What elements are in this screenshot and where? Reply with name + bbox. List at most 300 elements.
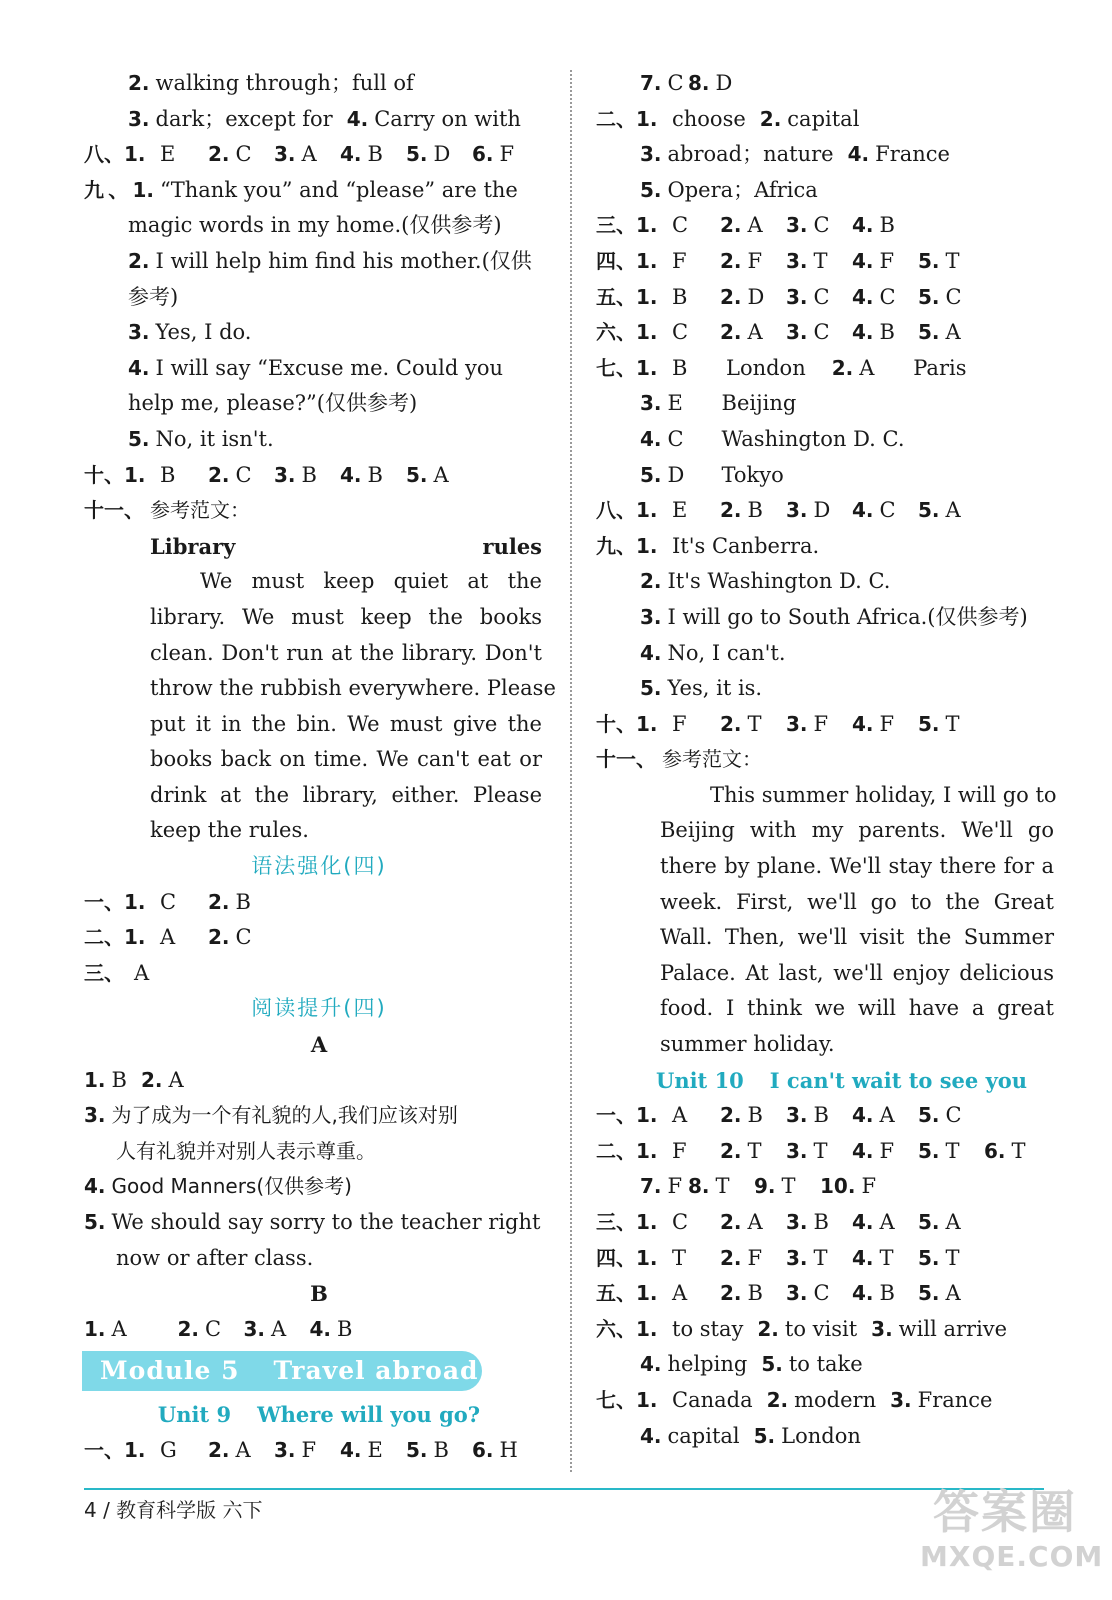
- item-number: 3.: [128, 106, 150, 131]
- answer-text: It's Washington D. C.: [667, 569, 891, 594]
- item-answer: C: [813, 1281, 830, 1306]
- item-number: 2.: [759, 106, 782, 131]
- unit-9-heading: [84, 1397, 554, 1433]
- item-answer: C: [205, 1316, 222, 1341]
- item-answer: C: [945, 284, 962, 309]
- essay-line: library. We must keep the books: [150, 604, 542, 629]
- item-answer: T: [879, 1245, 894, 1270]
- item-answer: F: [747, 1245, 763, 1270]
- answer-text: No, it isn't.: [155, 426, 274, 451]
- module-label: Module 5: [100, 1356, 240, 1386]
- answer-item: [688, 1169, 754, 1205]
- answer-item: [754, 1169, 820, 1205]
- item-answer: F: [879, 711, 895, 736]
- answer-item: [340, 458, 406, 494]
- item-number: 5.: [84, 1210, 106, 1234]
- item-answer: A: [134, 960, 150, 985]
- answer-text: to stay: [672, 1316, 744, 1341]
- item-answer: A: [747, 320, 763, 345]
- item-number: 3.: [786, 1138, 808, 1163]
- section-heading-grammar: 语法强化(四): [251, 854, 387, 879]
- item-number: 2.: [720, 498, 742, 523]
- item-number: 5.: [640, 676, 662, 701]
- answer-item: [852, 1098, 918, 1134]
- item-number: 2.: [720, 1210, 742, 1234]
- item-number: 3.: [274, 462, 296, 487]
- item-answer: F: [301, 1437, 317, 1462]
- section-label: 六、1.: [596, 1316, 658, 1341]
- answer-item: [918, 315, 984, 351]
- answer-line: [596, 1241, 1066, 1277]
- answer-item: [786, 315, 852, 351]
- item-number: 3.: [786, 1210, 808, 1234]
- section-label: 二、1.: [596, 106, 658, 131]
- answer-line: [596, 244, 1066, 280]
- item-number: 5.: [753, 1423, 776, 1448]
- item-number: 4.: [128, 355, 150, 380]
- item-number: 3.: [274, 1437, 296, 1462]
- unit-label: Unit 9: [157, 1402, 232, 1428]
- item-answer: C: [235, 142, 252, 167]
- section-label: 九、1.: [596, 533, 658, 558]
- answer-text: C: [667, 426, 684, 451]
- section-label: 二、1.: [84, 925, 146, 950]
- watermark: [920, 1484, 1104, 1588]
- answer-line: [596, 707, 1066, 743]
- answer-text: I will go to South Africa.(仅供参考): [667, 604, 1028, 629]
- item-answer: F: [879, 248, 895, 273]
- answer-text: help me, please?”(仅供参考): [128, 391, 418, 416]
- answer-line: [640, 671, 1066, 707]
- unit-10-heading: [656, 1063, 1066, 1099]
- section-label: 七、1.: [596, 355, 658, 380]
- item-answer: C: [667, 71, 684, 95]
- item-number: 2.: [720, 1245, 742, 1270]
- answer-line: [128, 102, 554, 138]
- essay-line: books back on time. We can't eat or: [150, 747, 542, 772]
- watermark-domain: MXQE.COM: [920, 1540, 1104, 1573]
- answer-line: [596, 1312, 1066, 1348]
- item-number: 2.: [720, 1281, 742, 1306]
- item-answer: T: [781, 1174, 796, 1199]
- left-column: [84, 66, 554, 1469]
- item-number: 2.: [720, 711, 742, 736]
- item-answer: B: [879, 320, 895, 345]
- item-answer: C: [235, 462, 252, 487]
- answer-text: magic words in my home.(仅供参考): [128, 213, 502, 238]
- item-answer: B: [747, 1103, 763, 1128]
- item-answer: F: [672, 1138, 687, 1163]
- essay-line: Palace. At last, we'll enjoy delicious: [660, 960, 1054, 985]
- answer-line: [596, 1098, 1066, 1134]
- answer-line: [640, 1347, 1066, 1383]
- watermark-logo-text: 答案圈: [933, 1485, 1077, 1539]
- answer-item: [672, 1098, 720, 1134]
- answer-item: [852, 280, 918, 316]
- answer-item: [786, 280, 852, 316]
- answer-line: [596, 102, 1066, 138]
- item-answer: E: [672, 498, 688, 523]
- section-label: 五、1.: [596, 284, 658, 309]
- item-number: 6.: [472, 142, 494, 167]
- item-answer: B: [301, 462, 317, 487]
- answer-item: [918, 493, 984, 529]
- section-label: 十一、: [84, 498, 144, 523]
- essay-line: week. First, we'll go to the Great: [660, 889, 1054, 914]
- item-answer: F: [672, 711, 687, 736]
- answer-item: [786, 208, 852, 244]
- answer-item: [720, 1098, 786, 1134]
- answer-text: A: [168, 1067, 184, 1092]
- item-answer: A: [945, 1210, 961, 1234]
- answer-item: [672, 1134, 720, 1170]
- answer-line: [84, 956, 554, 992]
- answer-item: [208, 885, 274, 921]
- answer-line: [128, 280, 554, 316]
- item-number: 3.: [786, 320, 808, 345]
- answer-line: [640, 564, 1066, 600]
- answer-item: [852, 1276, 918, 1312]
- item-number: 2.: [208, 462, 230, 487]
- answer-item: [852, 315, 918, 351]
- item-answer: B: [160, 462, 176, 487]
- answer-item: [720, 493, 786, 529]
- item-answer: A: [301, 142, 317, 167]
- item-answer: T: [672, 1245, 687, 1270]
- item-number: 4.: [640, 426, 662, 451]
- answer-text: will arrive: [898, 1316, 1008, 1341]
- column-divider: [570, 70, 572, 1472]
- answer-text: walking through；full of: [155, 71, 414, 95]
- section-label: 十、1.: [596, 711, 658, 736]
- answer-item: [786, 1276, 852, 1312]
- item-number: 7.: [640, 71, 662, 95]
- essay-line: Beijing with my parents. We'll go: [660, 818, 1054, 843]
- answer-item: [406, 1433, 472, 1469]
- item-number: 4.: [852, 1210, 874, 1234]
- answer-item: [720, 208, 786, 244]
- item-number: 2.: [720, 248, 742, 273]
- item-number: 4.: [309, 1316, 332, 1341]
- section-label: 四、1.: [596, 248, 658, 273]
- item-answer: T: [747, 711, 762, 736]
- answer-line: [596, 742, 1066, 778]
- section-label: 一、1.: [596, 1103, 658, 1128]
- item-answer: A: [879, 1210, 895, 1234]
- answer-line: [128, 315, 554, 351]
- item-number: 3.: [640, 142, 662, 167]
- item-answer: A: [235, 1437, 251, 1462]
- section-label: 三、: [84, 960, 124, 985]
- item-number: 3.: [786, 711, 808, 736]
- item-answer: A: [271, 1316, 287, 1341]
- part-label-a: A: [310, 1032, 328, 1058]
- answer-item: [852, 707, 918, 743]
- footer-rule: [84, 1488, 1044, 1490]
- answer-item: [720, 280, 786, 316]
- answer-item: [786, 493, 852, 529]
- answer-line: [640, 173, 1066, 209]
- item-answer: C: [879, 498, 896, 523]
- answer-text: abroad；nature: [667, 142, 834, 167]
- answer-item: [160, 1433, 208, 1469]
- item-number: 3.: [128, 320, 150, 345]
- answer-item: [672, 1241, 720, 1277]
- item-number: 2.: [757, 1316, 779, 1341]
- item-number: 2.: [720, 213, 742, 238]
- item-answer: C: [672, 1210, 689, 1234]
- answer-line: [596, 1276, 1066, 1312]
- item-number: 2.: [640, 569, 662, 594]
- part-label-b: B: [310, 1281, 328, 1307]
- essay-line: put it in the bin. We must give the: [150, 711, 542, 736]
- item-number: 4.: [340, 462, 362, 487]
- item-answer: C: [813, 320, 830, 345]
- item-number: 5.: [918, 1210, 940, 1234]
- answer-text: choose: [672, 106, 746, 131]
- answer-line: [596, 529, 1066, 565]
- reference-label: 参考范文：: [150, 498, 250, 523]
- essay-line: We must keep quiet at the: [200, 569, 542, 594]
- answer-item: [720, 244, 786, 280]
- item-answer: A: [672, 1103, 688, 1128]
- answer-text: Yes, I do.: [155, 320, 252, 345]
- answer-line: [84, 173, 554, 209]
- item-number: 5.: [918, 711, 940, 736]
- answer-item: [274, 458, 340, 494]
- item-answer: B: [879, 213, 895, 238]
- answer-item: [134, 956, 182, 992]
- answer-item: [672, 244, 720, 280]
- item-answer: F: [499, 142, 515, 167]
- answer-line: [116, 1241, 554, 1277]
- answer-item: [640, 1169, 688, 1205]
- answer-item: [820, 1169, 886, 1205]
- item-number: 2.: [831, 355, 854, 380]
- item-number: 3.: [640, 391, 662, 416]
- answer-text: London: [781, 1423, 861, 1448]
- item-answer: T: [813, 248, 828, 273]
- answer-item: [852, 493, 918, 529]
- answer-line: [596, 208, 1066, 244]
- item-answer: F: [672, 248, 687, 273]
- answer-item: [112, 1312, 178, 1348]
- item-number: 8.: [688, 1174, 710, 1199]
- item-number: 7.: [640, 1174, 662, 1199]
- answer-item: [244, 1312, 310, 1348]
- item-number: 4.: [852, 1103, 874, 1128]
- item-answer: B: [433, 1437, 449, 1462]
- item-number: 2.: [208, 142, 230, 167]
- item-answer: C: [813, 213, 830, 238]
- answer-line: [84, 1098, 554, 1134]
- answer-text: A: [859, 355, 875, 380]
- answer-item: [160, 137, 208, 173]
- item-answer: A: [945, 1281, 961, 1306]
- item-number: 2.: [766, 1387, 789, 1412]
- item-number: 4.: [852, 1281, 874, 1306]
- section-heading-reading: 阅读提升(四): [251, 996, 387, 1021]
- answer-text: D: [667, 462, 685, 487]
- item-answer: D: [715, 71, 733, 95]
- item-answer: B: [879, 1281, 895, 1306]
- answer-text: Canada: [672, 1387, 753, 1412]
- answer-line: [84, 885, 554, 921]
- answer-text: 参考): [128, 284, 179, 309]
- item-number: 5.: [918, 248, 940, 273]
- answer-text: modern: [794, 1387, 877, 1412]
- item-number: 3.: [786, 248, 808, 273]
- answer-item: [720, 1241, 786, 1277]
- section-label: 十、1.: [84, 462, 146, 487]
- answer-item: [406, 458, 472, 494]
- item-number: 2.: [208, 1437, 230, 1462]
- item-number: 5.: [640, 177, 662, 202]
- answer-text: Tokyo: [721, 462, 784, 487]
- item-answer: B: [367, 142, 383, 167]
- answer-line: [596, 1205, 1066, 1241]
- item-answer: C: [879, 284, 896, 309]
- answer-item: [160, 458, 208, 494]
- answer-item: [918, 707, 984, 743]
- item-number: 1.: [84, 1316, 106, 1341]
- item-number: 2.: [140, 1067, 163, 1092]
- answer-line: [640, 422, 1066, 458]
- essay-line: This summer holiday, I will go to: [710, 782, 1057, 807]
- essay-line: food. I think we will have a great: [660, 996, 1054, 1021]
- item-answer: E: [160, 142, 176, 167]
- answer-item: [720, 1205, 786, 1241]
- answer-text: helping: [667, 1352, 748, 1377]
- answer-text: I will help him find his mother.(仅供: [155, 248, 532, 273]
- item-number: 5.: [406, 462, 428, 487]
- item-number: 2.: [720, 1103, 742, 1128]
- item-number: 5.: [918, 1245, 940, 1270]
- item-number: 3.: [243, 1316, 266, 1341]
- item-answer: C: [672, 213, 689, 238]
- item-number: 3.: [786, 284, 808, 309]
- answer-item: [786, 707, 852, 743]
- answer-item: [274, 1433, 340, 1469]
- answer-text: capital: [667, 1423, 740, 1448]
- item-number: 4.: [852, 498, 874, 523]
- answer-line: [128, 422, 554, 458]
- answer-item: [852, 208, 918, 244]
- answer-item: [160, 885, 208, 921]
- item-answer: B: [235, 889, 251, 914]
- section-label: 八、1.: [596, 498, 658, 523]
- answer-text: to take: [788, 1352, 863, 1377]
- answer-text: Paris: [913, 355, 967, 380]
- answer-line: [640, 1419, 1066, 1455]
- answer-item: [340, 137, 406, 173]
- answer-text: Beijing: [721, 391, 797, 416]
- answer-text: Good Manners(仅供参考): [111, 1174, 352, 1199]
- item-number: 4.: [640, 1423, 662, 1448]
- answer-item: [918, 1276, 984, 1312]
- item-number: 6.: [472, 1437, 494, 1462]
- unit-label: Unit 10: [656, 1067, 744, 1093]
- answer-item: [672, 280, 720, 316]
- answer-item: [178, 1312, 244, 1348]
- item-number: 8.: [688, 71, 710, 95]
- answer-text: Washington D. C.: [721, 426, 905, 451]
- answer-item: [918, 1241, 984, 1277]
- essay-line: summer holiday.: [660, 1032, 835, 1057]
- answer-text: Yes, it is.: [667, 676, 763, 701]
- item-number: 5.: [128, 426, 150, 451]
- answer-text: B: [111, 1067, 127, 1092]
- answer-text: E: [667, 391, 683, 416]
- section-label: 五、1.: [596, 1281, 658, 1306]
- answer-item: [720, 1134, 786, 1170]
- item-answer: B: [747, 498, 763, 523]
- answer-line: [84, 458, 554, 494]
- answer-line: [116, 1134, 554, 1170]
- answer-item: [208, 458, 274, 494]
- answer-text: now or after class.: [116, 1245, 314, 1270]
- answer-item: [918, 1098, 984, 1134]
- item-number: 2.: [720, 1138, 742, 1163]
- item-number: 6.: [984, 1138, 1006, 1163]
- item-number: 2.: [208, 889, 230, 914]
- answer-line: [596, 1134, 1066, 1170]
- section-label: 三、1.: [596, 213, 658, 238]
- item-answer: A: [433, 462, 449, 487]
- answer-item: [918, 1205, 984, 1241]
- item-number: 2.: [128, 248, 150, 273]
- item-number: 5.: [406, 1437, 428, 1462]
- essay-line: there by plane. We'll stay there for a: [660, 854, 1054, 879]
- item-number: 5.: [918, 284, 940, 309]
- item-number: 10.: [820, 1174, 856, 1199]
- item-answer: H: [499, 1437, 518, 1462]
- item-number: 4.: [340, 1437, 362, 1462]
- item-answer: F: [879, 1138, 895, 1163]
- answer-text: France: [917, 1387, 993, 1412]
- item-number: 5.: [918, 1103, 940, 1128]
- answer-item: [274, 137, 340, 173]
- answer-text: dark；except for: [155, 106, 333, 131]
- item-answer: D: [747, 284, 765, 309]
- item-number: 4.: [852, 284, 874, 309]
- answer-item: [208, 920, 274, 956]
- item-answer: C: [672, 320, 689, 345]
- item-number: 3.: [640, 604, 662, 629]
- answer-line: [128, 351, 554, 387]
- item-answer: T: [1011, 1138, 1026, 1163]
- item-answer: F: [747, 248, 763, 273]
- section-label: 二、1.: [596, 1138, 658, 1163]
- section-label: 一、1.: [84, 1437, 146, 1462]
- answer-line: [596, 351, 1066, 387]
- item-answer: D: [813, 498, 831, 523]
- answer-item: [720, 707, 786, 743]
- item-answer: T: [945, 711, 960, 736]
- answer-item: [852, 244, 918, 280]
- module-title: Travel abroad: [273, 1356, 479, 1386]
- answer-line: [640, 386, 1066, 422]
- answer-item: [208, 137, 274, 173]
- item-answer: T: [813, 1138, 828, 1163]
- right-column: [596, 66, 1066, 1454]
- item-number: 3.: [871, 1316, 893, 1341]
- answer-line: [640, 1169, 1066, 1205]
- item-answer: B: [747, 1281, 763, 1306]
- answer-item: [786, 244, 852, 280]
- answer-item: [720, 1276, 786, 1312]
- answer-item: [340, 1433, 406, 1469]
